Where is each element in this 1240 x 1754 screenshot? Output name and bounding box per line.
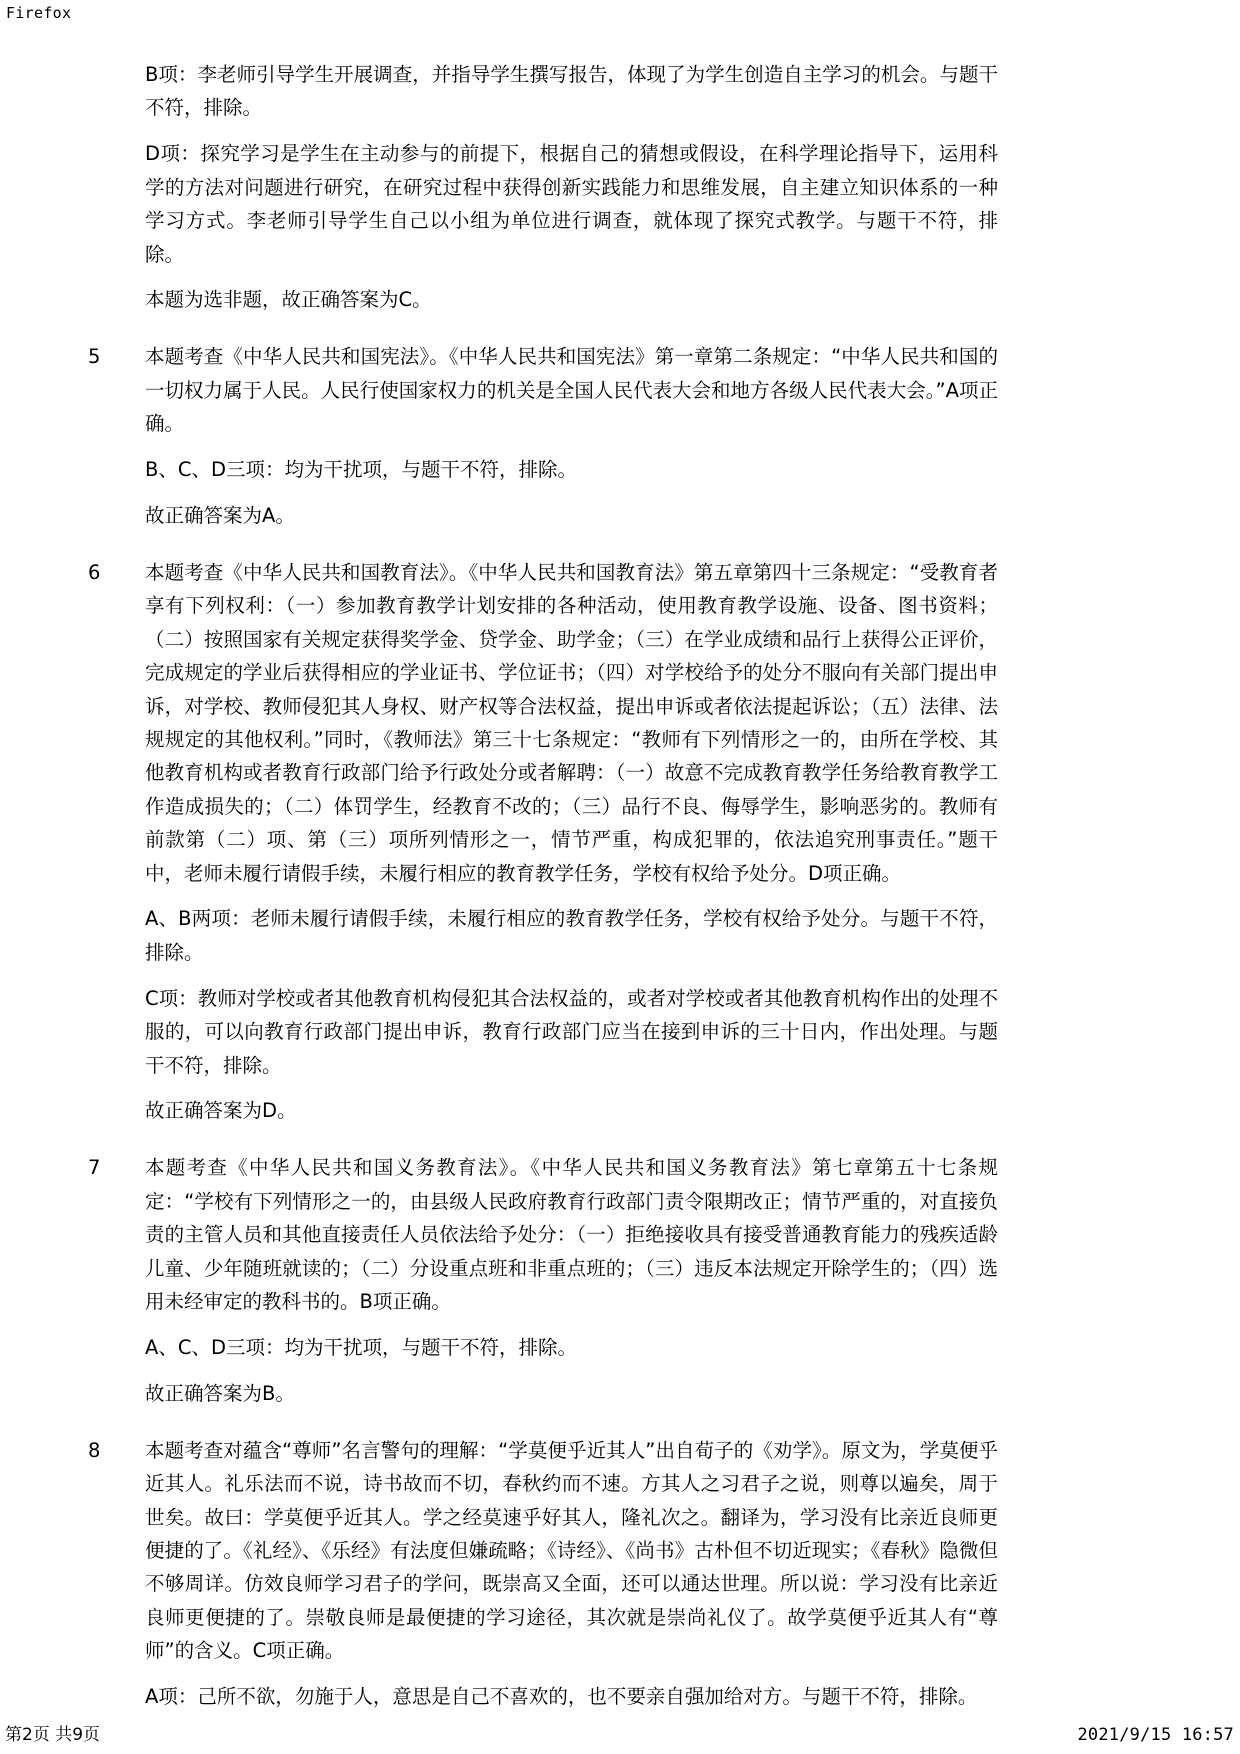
item-body: [145, 556, 998, 1128]
item-number: 5: [88, 345, 101, 369]
item-paragraph: A、C、D三项：均为干扰项，与题干不符，排除。: [145, 1335, 577, 1359]
item-number: 6: [88, 560, 101, 584]
spacer: [88, 545, 998, 556]
spacer: [88, 329, 998, 340]
document-content: [88, 58, 998, 1713]
spacer: [88, 1140, 998, 1151]
item-body: [145, 1434, 998, 1714]
item-paragraph: 本题考查《中华人民共和国宪法》。《中华人民共和国宪法》第一章第二条规定：“中华人民共和国的一切权力属于人民。人民行使国家权力的机关是全国人民代表大会和地方各级人民代表大会。”A项正确。: [145, 345, 998, 436]
spacer: [88, 1423, 998, 1434]
explanation-item-5: [88, 340, 998, 532]
item-body: [145, 1151, 998, 1410]
print-timestamp: 2021/9/15 16:57: [1077, 1725, 1234, 1745]
explanation-item-8: [88, 1434, 998, 1714]
printed-page: [0, 58, 1240, 1726]
paragraph-option-d: D项：探究学习是学生在主动参与的前提下，根据自己的猜想或假设，在科学理论指导下，运用科学的方法对问题进行研究，在研究过程中获得创新实践能力和思维发展，自主建立知识体系的一种学习方式。李老师引导学生自己以小组为单位进行调查，就体现了探究式教学。与题干不符，排除。: [145, 142, 998, 266]
page-number-label: 第2页 共9页: [5, 1725, 101, 1745]
item-paragraph: C项：教师对学校或者其他教育机构侵犯其合法权益的，或者对学校或者其他教育机构作出的处理不服的，可以向教育行政部门提出申诉，教育行政部门应当在接到申诉的三十日内，作出处理。与题干不符，排除。: [145, 986, 998, 1077]
explanation-item-6: [88, 556, 998, 1128]
item-paragraph: 故正确答案为A。: [145, 503, 295, 527]
explanation-item-7: [88, 1151, 998, 1410]
item-number: 7: [88, 1156, 101, 1180]
item-paragraph: A项：己所不欲，勿施于人，意思是自己不喜欢的，也不要亲自强加给对方。与题干不符，排除。: [145, 1685, 978, 1709]
page-footer: [0, 1720, 1240, 1746]
browser-app-label: Firefox: [6, 4, 72, 22]
item-number: 8: [88, 1438, 101, 1462]
item-paragraph: 本题考查《中华人民共和国义务教育法》。《中华人民共和国义务教育法》第七章第五十七条规定：“学校有下列情形之一的，由县级人民政府教育行政部门责令限期改正；情节严重的，对直接负责的主管人员和其他直接责任人员依法给予处分：（一）拒绝接收具有接受普通教育能力的残疾适龄儿童、少年随班就读的；（二）分设重点班和非重点班的；（三）违反本法规定开除学生的；（四）选用未经审定的教科书的。B项正确。: [145, 1156, 998, 1313]
item-body: [145, 340, 998, 532]
item-paragraph: 故正确答案为B。: [145, 1381, 295, 1405]
item-paragraph: A、B两项：老师未履行请假手续，未履行相应的教育教学任务，学校有权给予处分。与题干不符，排除。: [145, 907, 998, 964]
paragraph-option-b: B项：李老师引导学生开展调查，并指导学生撰写报告，体现了为学生创造自主学习的机会。与题干不符，排除。: [145, 63, 998, 120]
paragraph-answer-c: 本题为选非题，故正确答案为C。: [145, 288, 432, 312]
item-paragraph: 故正确答案为D。: [145, 1099, 297, 1123]
item-paragraph: B、C、D三项：均为干扰项，与题干不符，排除。: [145, 458, 578, 482]
item-paragraph: 本题考查对蕴含“尊师”名言警句的理解：“学莫便乎近其人”出自荀子的《劝学》。原文为，学莫便乎近其人。礼乐法而不说，诗书故而不切，春秋约而不速。方其人之习君子之说，则尊以遍矣，周于世矣。故曰：学莫便乎近其人。学之经莫速乎好其人，隆礼次之。翻译为，学习没有比亲近良师更便捷的了。《礼经》、《乐经》有法度但嫌疏略；《诗经》、《尚书》古朴但不切近现实；《春秋》隐微但不够周详。仿效良师学习君子的学问，既崇高又全面，还可以通达世理。所以说：学习没有比亲近良师更便捷的了。崇敬良师是最便捷的学习途径，其次就是崇尚礼仪了。故学莫便乎近其人有“尊师”的含义。C项正确。: [145, 1438, 998, 1663]
item-paragraph: 本题考查《中华人民共和国教育法》。《中华人民共和国教育法》第五章第四十三条规定：“受教育者享有下列权利：（一）参加教育教学计划安排的各种活动，使用教育教学设施、设备、图书资料；（二）按照国家有关规定获得奖学金、贷学金、助学金；（三）在学业成绩和品行上获得公正评价，完成规定的学业后获得相应的学业证书、学位证书；（四）对学校给予的处分不服向有关部门提出申诉，对学校、教师侵犯其人身权、财产权等合法权益，提出申诉或者依法提起诉讼；（五）法律、法规规定的其他权利。”同时，《教师法》第三十七条规定：“教师有下列情形之一的，由所在学校、其他教育机构或者教育行政部门给予行政处分或者解聘：（一）故意不完成教育教学任务给教育教学工作造成损失的；（二）体罚学生，经教育不改的；（三）品行不良、侮辱学生，影响恶劣的。教师有前款第（二）项、第（三）项所列情形之一，情节严重，构成犯罪的，依法追究刑事责任。”题干中，老师未履行请假手续，未履行相应的教育教学任务，学校有权给予处分。D项正确。: [145, 560, 998, 885]
